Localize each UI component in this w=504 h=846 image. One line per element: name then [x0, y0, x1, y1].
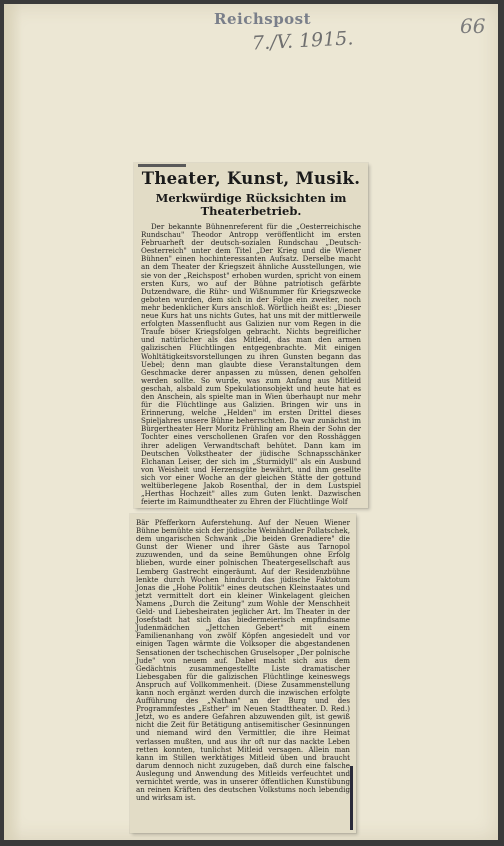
clipping-rule: [138, 164, 186, 167]
handwritten-page-number: 66: [460, 14, 486, 38]
article-body-part1: Der bekannte Bühnenreferent für die „Oesterreichische Rundschau" Theodor Antropp veröffentlicht im ersten Februarheft der deutsch-sozialen Rundschau „Deutsch-Oesterreich" unter dem Titel „Der Krieg und die Wiener Bühnen" einen hochinteressanten Aufsatz. Derselbe macht an dem Theater der Kriegszeit ähnliche Ausstellungen, wie sie von der „Reichspost" erhoben wurden, spricht von einem ersten Kurs, wo auf der Bühne patriotisch gefärbte Dutzendware, die Rühr- und Wißnummer für Kriegszwecke geboten wurden, dem sich in der Folge ein zweiter, noch mehr bedenklicher Kurs anschloß. Wörtlich heißt es: „Dieser neue Kurs hat uns nichts Gutes, hat uns mit der mittlerweile erfolgten Massenflucht aus Galizien nur vom Regen in die Traufe böser Kriegsfolgen gebracht. Nichts begreiflicher und natürlicher als das Mitleid, das man den armen galizischen Flüchtlingen entgegenbrachte. Mit einigen Wohltätigkeitsvorstellungen zu ihren Gunsten begann das Uebel; denn man glaubte diese Veranstaltungen dem Geschmacke derer anpassen zu müssen, denen geholfen werden sollte. So wurde, was zum Anfang aus Mitleid geschah, alsbald zum Spekulationsobjekt und heute hat es den Anschein, als spielte man in Wien überhaupt nur mehr für die Flüchtlinge aus Galizien. Bringen wir uns in Erinnerung, welche „Helden" im ersten Drittel dieses Spieljahres unsere Bühne beherrschten. Da war zunächst im Bürgertheater Herr Moritz Frühling am Rhein der Sohn der Tochter eines verschollenen Grafen vor den Rosshäggen ihrer adeligen Verwandtschaft behütet. Dann kam im Deutschen Volkstheater der jüdische Schnapsschänker Elchanan Leiser, der sich im „Sturmidyll" als ein Ausbund von Weisheit und Herzensgüte bewährt, und ihm gesellte sich vor einer Woche an der gleichen Stätte der gottund weltüberlegene Jakob Rosenthal, der in dem Lustspiel „Herthas Hochzeit" alles zum Guten lenkt. Dazwischen feierte im Raimundtheater zu Ehren der Flüchtlinge Wolf: [141, 222, 361, 507]
clipping-lower: [130, 514, 356, 833]
newspaper-stamp: Reichspost: [214, 10, 312, 28]
margin-pen-mark: [350, 766, 353, 830]
article-body-part2: Bär Pfefferkorn Auferstehung. Auf der Neuen Wiener Bühne bemühte sich der jüdische Weinhändler Pollatschek, dem ungarischen Schwank „Die beiden Grenadiere" die Gunst der Wiener und ihrer Gäste aus Tarnopol zuzuwenden, und da seine Bemühungen ohne Erfolg blieben, wurde einer polnischen Theatergesellschaft aus Lemberg Gastrecht eingeräumt. Auf der Residenzbühne lenkte durch Wochen hindurch das jüdische Faktotum Jonas die „Hohe Politik" eines deutschen Kleinstaates und jetzt vermittelt dort ein kleiner Winkelagent gleichen Namens „Durch die Zeitung" zum Wohle der Menschheit Geld- und Liebesheiraten jeglicher Art. Im Theater in der Josefstadt hat sich das biedermeierisch empfindsame Judenmädchen „Jettchen Gebert" mit einem Familienanhang von zwölf Köpfen angesiedelt und vor einigen Tagen wärmte die Volksoper die abgestandenen Sensationen der tschechischen Gruselsoper „Der polnische Jude" von neuem auf. Dabei macht sich aus dem Gedächtnis zusammengestellte Liste dramatischer Liebesgaben für die galizischen Flüchtlinge keineswegs Anspruch auf Vollkommenheit. (Diese Zusammenstellung kann noch ergänzt werden durch die inzwischen erfolgte Aufführung des „Nathan" an der Burg und des Programmfestes „Esther" im Neuen Stadttheater. D. Red.) Jetzt, wo es andere Gefahren abzuwenden gilt, ist gewiß nicht die Zeit für Betätigung antisemitischer Gesinnungen und niemand wird den Vermittler, die ihre Heimat verlassen mußten, und aus ihr oft nur das nackte Leben retten konnten, tunlichst Mitleid versagen. Allein man kann im Stillen werktätiges Mitleid üben und braucht darum dennoch nicht zuzugeben, daß durch eine falsche Auslegung und Anwendung des Mitleids verfeuchtet und vernichtet werde, was in unserer öffentlichen Kunstübung an reinen Kräften des deutschen Volkstums noch lebendig und wirksam ist.: [136, 518, 350, 803]
handwritten-date: 7./V. 1915.: [251, 27, 354, 55]
article-subheadline: Merkwürdige Rücksichten im Theaterbetrieb.: [155, 191, 347, 218]
clipping-upper: [134, 163, 368, 508]
article-headline: Theater, Kunst, Musik.: [141, 169, 361, 188]
